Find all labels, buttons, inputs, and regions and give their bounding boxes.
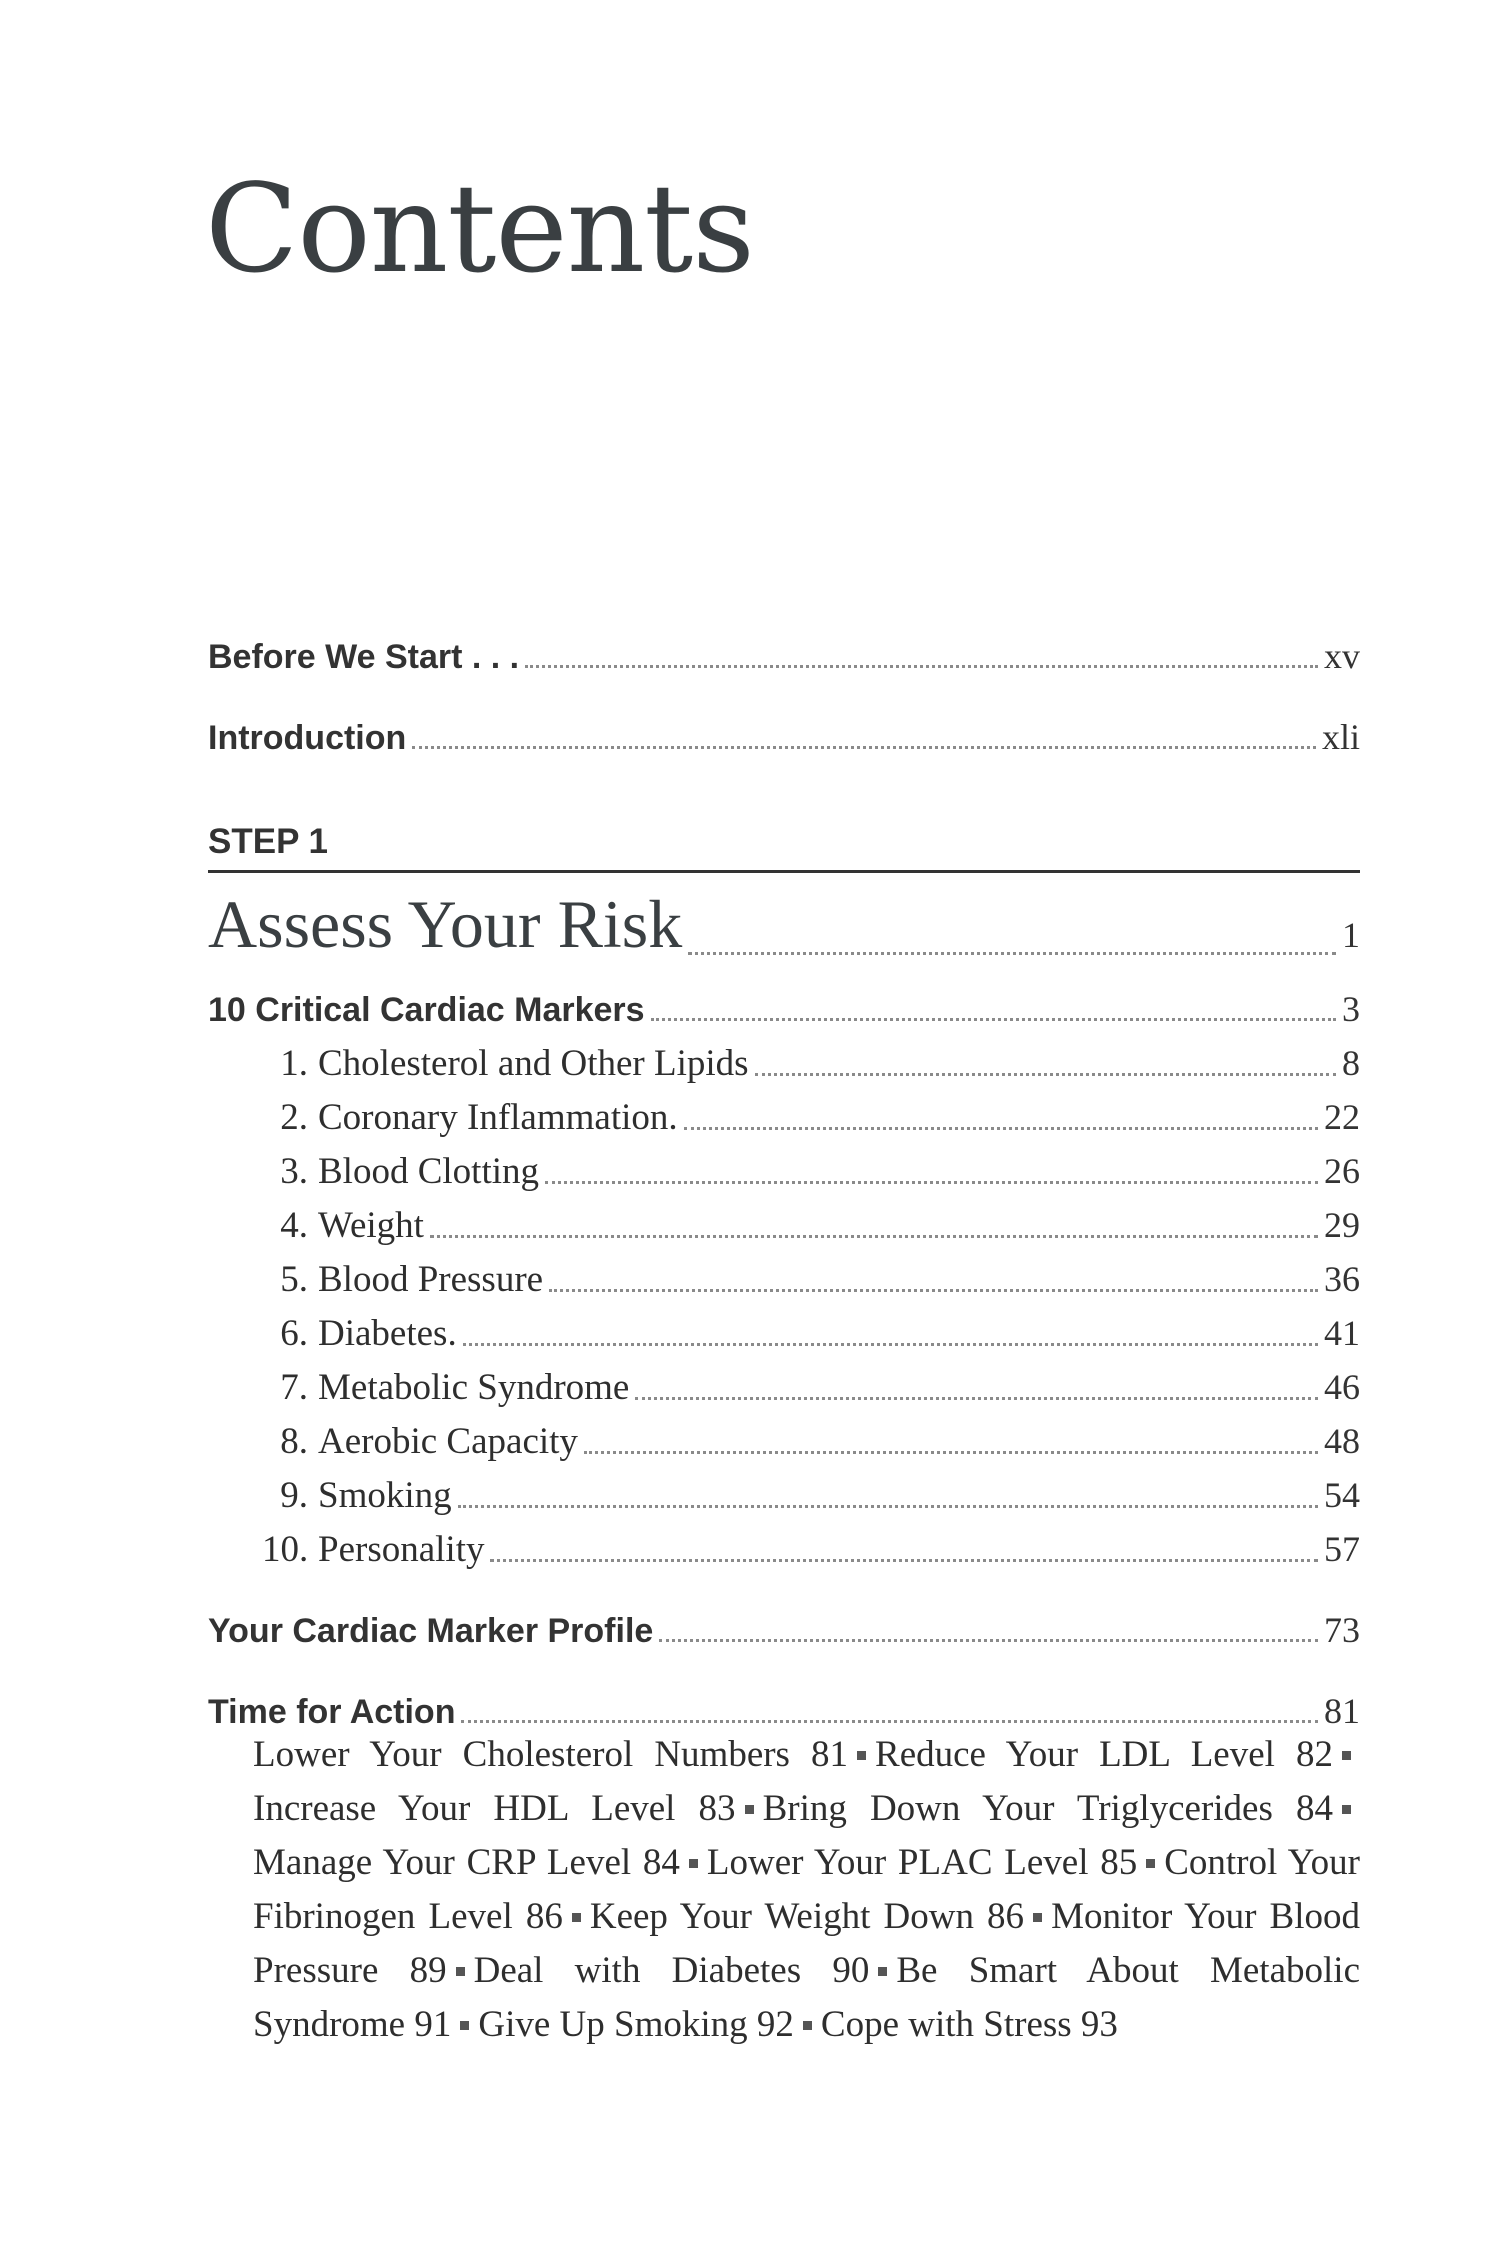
dot-leader — [545, 1181, 1318, 1184]
toc-subentry-number: 5. — [280, 1259, 308, 1300]
toc-subentry-page: 26 — [1324, 1151, 1360, 1191]
toc-subentry[interactable] — [262, 1042, 1360, 1085]
dot-leader — [549, 1289, 1318, 1292]
toc-entry-page: 1 — [1342, 915, 1360, 955]
bullet-separator-icon — [1342, 1751, 1351, 1760]
toc-subentry-page: 46 — [1324, 1367, 1360, 1407]
toc-subentry-text: Weight — [318, 1205, 424, 1246]
toc-entry-label: Your Cardiac Marker Profile — [208, 1612, 654, 1650]
toc-entry-label: Introduction — [208, 719, 407, 757]
action-topics-paragraph — [253, 1728, 1360, 2052]
dot-leader — [525, 665, 1318, 668]
dot-leader — [461, 1720, 1318, 1723]
toc-entry-profile[interactable] — [208, 1609, 1360, 1651]
toc-subentry-number: 8. — [280, 1421, 308, 1462]
toc-entry-page: 81 — [1324, 1691, 1360, 1731]
toc-subentry-number: 9. — [280, 1475, 308, 1516]
action-topic[interactable]: Reduce Your LDL Level 82 — [875, 1734, 1333, 1775]
toc-entry-page: 3 — [1342, 989, 1360, 1029]
toc-subentry-text: Cholesterol and Other Lipids — [318, 1043, 749, 1084]
toc-subentry[interactable] — [262, 1474, 1360, 1517]
action-topic[interactable]: Lower Your PLAC Level 85 — [706, 1842, 1138, 1883]
dot-leader — [430, 1235, 1318, 1238]
toc-entry-markers[interactable] — [208, 988, 1360, 1030]
action-topic[interactable]: Lower Your Cholesterol Numbers 81 — [253, 1734, 849, 1775]
toc-subentry-number: 10. — [262, 1529, 309, 1570]
toc-subentry-text: Blood Pressure — [318, 1259, 544, 1300]
toc-subentry-page: 48 — [1324, 1421, 1360, 1461]
action-topic[interactable]: Give Up Smoking 92 — [478, 2004, 794, 2045]
toc-subentry-number: 3. — [280, 1151, 308, 1192]
toc-subentry-label — [262, 1312, 457, 1355]
bullet-separator-icon — [803, 2021, 812, 2030]
action-topic[interactable]: Increase Your HDL Level 83 — [253, 1788, 736, 1829]
toc-subentry-label — [262, 1042, 749, 1085]
dot-leader — [584, 1451, 1318, 1454]
toc-subentry-text: Diabetes. — [318, 1313, 457, 1354]
dot-leader — [684, 1127, 1318, 1130]
toc-subentry-number: 6. — [280, 1313, 308, 1354]
action-topic[interactable]: Deal with Diabetes 90 — [473, 1950, 870, 1991]
dot-leader — [458, 1505, 1318, 1508]
toc-subentry[interactable] — [262, 1528, 1360, 1571]
dot-leader — [651, 1018, 1336, 1021]
toc-subentry-number: 1. — [280, 1043, 308, 1084]
dot-leader — [463, 1343, 1318, 1346]
dot-leader — [635, 1397, 1318, 1400]
toc-entry-page: 73 — [1324, 1610, 1360, 1650]
step-title: Assess Your Risk — [208, 886, 683, 962]
toc-subentry-label — [262, 1420, 578, 1463]
toc-subentry-text: Coronary Inflammation. — [318, 1097, 678, 1138]
toc-subentry[interactable] — [262, 1096, 1360, 1139]
toc-entry-label: 10 Critical Cardiac Markers — [208, 991, 645, 1029]
toc-subentry-page: 36 — [1324, 1259, 1360, 1299]
toc-subentry[interactable] — [262, 1204, 1360, 1247]
dot-leader — [688, 952, 1336, 955]
dot-leader — [412, 746, 1316, 749]
dot-leader — [755, 1073, 1336, 1076]
bullet-separator-icon — [878, 1967, 887, 1976]
dot-leader — [659, 1639, 1318, 1642]
toc-subentry-number: 2. — [280, 1097, 308, 1138]
toc-entry-action[interactable] — [208, 1690, 1360, 1732]
toc-subentry-page: 29 — [1324, 1205, 1360, 1245]
toc-subentry[interactable] — [262, 1312, 1360, 1355]
action-topic[interactable]: Bring Down Your Triglycerides 84 — [762, 1788, 1333, 1829]
toc-subentry[interactable] — [262, 1258, 1360, 1301]
action-topic[interactable]: Manage Your CRP Level 84 — [253, 1842, 680, 1883]
action-topic[interactable]: Monitor Your Blood Pressure 89 — [253, 1896, 1360, 1991]
bullet-separator-icon — [572, 1913, 581, 1922]
toc-subentry-label — [262, 1096, 678, 1139]
bullet-separator-icon — [460, 2021, 469, 2030]
toc-subentry-text: Aerobic Capacity — [318, 1421, 578, 1462]
toc-subentry-text: Personality — [318, 1529, 485, 1570]
toc-subentry-page: 41 — [1324, 1313, 1360, 1353]
toc-entry-step-title[interactable] — [208, 885, 1360, 964]
page-title: Contents — [205, 158, 754, 300]
dot-leader — [490, 1559, 1318, 1562]
toc-subentry-number: 7. — [280, 1367, 308, 1408]
toc-subentry-number: 4. — [280, 1205, 308, 1246]
toc-entry-label: Before We Start . . . — [208, 638, 520, 676]
toc-subentry-label — [262, 1258, 543, 1301]
toc-subentry-page: 8 — [1342, 1043, 1360, 1083]
toc-subentry[interactable] — [262, 1366, 1360, 1409]
toc-subentry-label — [262, 1528, 484, 1571]
toc-subentry-label — [262, 1474, 452, 1517]
bullet-separator-icon — [857, 1751, 866, 1760]
action-topic[interactable]: Be Smart About Metabolic Syndrome 91 — [253, 1950, 1360, 2045]
toc-entry-before-we-start[interactable] — [208, 635, 1360, 677]
toc-subentry-page: 57 — [1324, 1529, 1360, 1569]
toc-subentry-text: Metabolic Syndrome — [318, 1367, 630, 1408]
toc-entry-page: xli — [1321, 717, 1360, 757]
bullet-separator-icon — [1146, 1859, 1155, 1868]
toc-subentry-page: 22 — [1324, 1097, 1360, 1137]
bullet-separator-icon — [1033, 1913, 1042, 1922]
action-topic[interactable]: Cope with Stress 93 — [820, 2004, 1118, 2045]
bullet-separator-icon — [456, 1967, 465, 1976]
toc-subentry-label — [262, 1204, 424, 1247]
action-topic[interactable]: Keep Your Weight Down 86 — [589, 1896, 1025, 1937]
toc-entry-page: xv — [1324, 636, 1360, 676]
toc-subentry-page: 54 — [1324, 1475, 1360, 1515]
toc-subentry[interactable] — [262, 1150, 1360, 1193]
toc-entry-introduction[interactable] — [208, 716, 1360, 758]
bullet-separator-icon — [689, 1859, 698, 1868]
toc-subentry[interactable] — [262, 1420, 1360, 1463]
bullet-separator-icon — [745, 1805, 754, 1814]
toc-subentry-label — [262, 1366, 629, 1409]
step-label: STEP 1 — [208, 822, 1360, 873]
toc-subentry-text: Blood Clotting — [318, 1151, 540, 1192]
toc-entry-label: Time for Action — [208, 1693, 456, 1731]
toc-subentry-text: Smoking — [318, 1475, 452, 1516]
toc-subentry-label — [262, 1150, 539, 1193]
action-topic[interactable]: Control Your Fibrinogen Level 86 — [253, 1842, 1360, 1937]
bullet-separator-icon — [1342, 1805, 1351, 1814]
